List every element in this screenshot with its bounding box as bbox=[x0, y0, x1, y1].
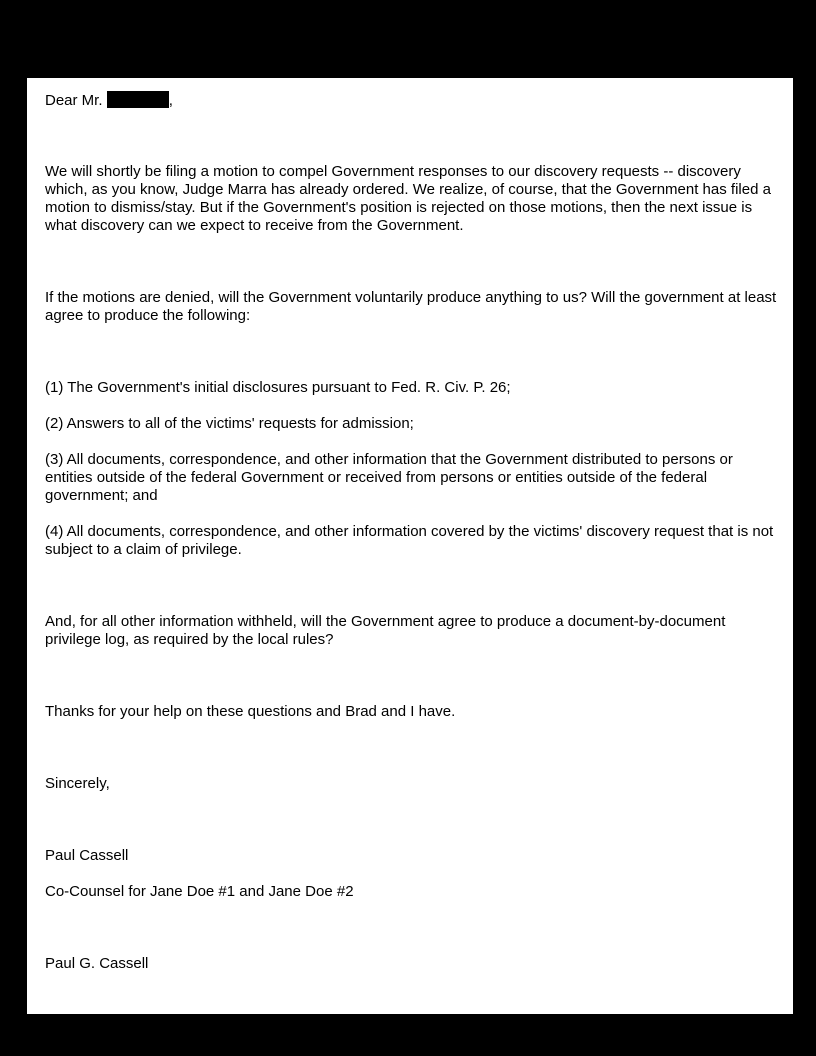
paragraph-privilege-log: And, for all other information withheld, will the Government agree to produce a document-by-document privilege log, as required by the local rules? bbox=[45, 613, 726, 648]
signature: Paul G. Cassell bbox=[45, 955, 149, 972]
paragraph-motion-to-compel: We will shortly be filing a motion to compel Government responses to our discovery requests -- discovery which, as you know, Judge Marra has already ordered. We realize, of course, that the Government has filed a motion to dismiss/stay. But if the Government's position is rejected on those motions, then the next issue is what discovery can we expect to receive from the Government. bbox=[45, 163, 771, 234]
salutation-suffix: , bbox=[168, 92, 173, 109]
redaction-bar bbox=[107, 91, 169, 108]
signer-name: Paul Cassell bbox=[45, 847, 129, 864]
list-item-4: (4) All documents, correspondence, and other information covered by the victims' discovery request that is not subject to a claim of privilege. bbox=[45, 523, 774, 558]
paragraph-production-question: If the motions are denied, will the Government voluntarily produce anything to us? Will the government at least agree to produce the following: bbox=[45, 289, 777, 324]
salutation-prefix: Dear Mr. bbox=[45, 92, 103, 109]
closing: Sincerely, bbox=[45, 775, 110, 792]
signer-title: Co-Counsel for Jane Doe #1 and Jane Doe #2 bbox=[45, 883, 354, 900]
salutation bbox=[45, 91, 780, 110]
paragraph-thanks: Thanks for your help on these questions and Brad and I have. bbox=[45, 703, 456, 720]
list-item-1: (1) The Government's initial disclosures pursuant to Fed. R. Civ. P. 26; bbox=[45, 379, 511, 396]
list-item-2: (2) Answers to all of the victims' requests for admission; bbox=[45, 415, 414, 432]
letter-page bbox=[27, 78, 793, 1014]
list-item-3: (3) All documents, correspondence, and other information that the Government distributed to persons or entities outside of the federal Government or received from persons or entities outside of the federal government; and bbox=[45, 451, 733, 504]
